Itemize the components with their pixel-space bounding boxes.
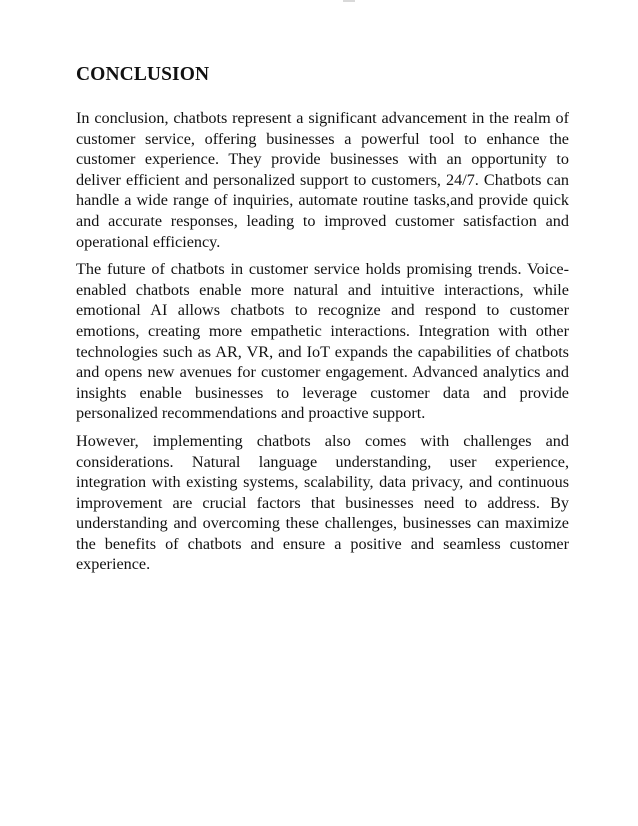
paragraph-intro: In conclusion, chatbots represent a significant advancement in the realm of customer service, offering businesses a powerful tool to enhance the customer experience. They provide businesses with an opportunity to deliver efficient and personalized support to customers, 24/7. Chatbots can handle a wide range of inquiries, automate routine tasks,and provide quick and accurate responses, leading to improved customer satisfaction and operational efficiency. [76,109,569,251]
page-top-marker [343,0,355,2]
section-heading: CONCLUSION [76,64,210,85]
paragraph-future-trends: The future of chatbots in customer service holds promising trends. Voice-enabled chatbots enable more natural and intuitive interactions, while emotional AI allows chatbots to recognize and respond to customer emotions, creating more empathetic interactions. Integration with other technologies such as AR, VR, and IoT expands the capabilities of chatbots and opens new avenues for customer engagement. Advanced analytics and insights enable businesses to leverage customer data and provide personalized recommendations and proactive support. [76,260,569,423]
paragraph-challenges: However, implementing chatbots also comes with challenges and considerations. Natural language understanding, user experience, integration with existing systems, scalability, data privacy, and continuous improvement are crucial factors that businesses need to address. By understanding and overcoming these challenges, businesses can maximize the benefits of chatbots and ensure a positive and seamless customer experience. [76,431,569,574]
document-content [76,62,569,582]
